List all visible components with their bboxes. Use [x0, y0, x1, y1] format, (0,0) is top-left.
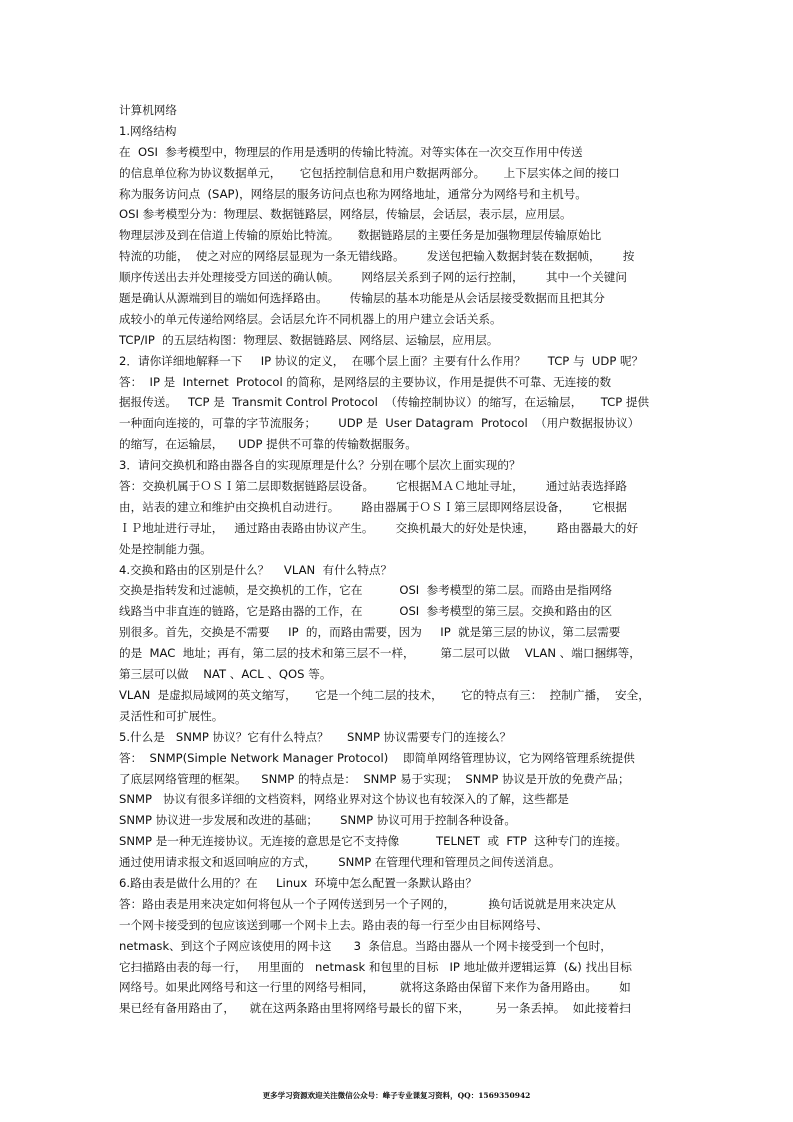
text-line: 据报传送。 TCP 是 Transmit Control Protocol （传输控制协议）的缩写，在运输层， TCP 提供 [119, 395, 650, 410]
text-line: 1.网络结构 [119, 123, 177, 138]
text-line: 成较小的单元传递给网络层。会话层允许不同机器上的用户建立会话关系。 [119, 311, 502, 326]
text-line: 网络号。如果此网络号和这一行里的网络号相同， 就将这条路由保留下来作为备用路由。 如 [119, 980, 631, 995]
text-line: SNMP 协议有很多详细的文档资料，网络业界对这个协议也有较深入的了解，这些都是 [119, 792, 569, 807]
text-line: 第三层可以做 NAT 、ACL 、QOS 等。 [119, 667, 332, 682]
text-line: 答：交换机属于ＯＳＩ第二层即数据链路层设备。 它根据ＭＡＣ地址寻址， 通过站表选择路 [119, 479, 627, 494]
text-line: 灵活性和可扩展性。 [119, 708, 224, 723]
text-line: 5.什么是 SNMP 协议？它有什么特点？ SNMP 协议需要专门的连接么？ [119, 729, 512, 744]
text-line: 的缩写，在运输层， UDP 提供不可靠的传输数据服务。 [119, 437, 417, 452]
text-line: netmask、到这个子网应该使用的网卡这 3 条信息。当路由器从一个网卡接受到一个包时， [119, 938, 612, 953]
document-body [119, 100, 679, 1019]
text-line: SNMP 是一种无连接协议。无连接的意思是它不支持像 TELNET 或 FTP 这种专门的连接。 [119, 834, 627, 849]
text-line: TCP/IP 的五层结构图：物理层、数据链路层、网络层、运输层，应用层。 [119, 332, 499, 347]
text-line: 由，站表的建立和维护由交换机自动进行。 路由器属于ＯＳＩ第三层即网络层设备， 它根据 [119, 499, 627, 514]
text-line: 题是确认从源端到目的端如何选择路由。 传输层的基本功能是从会话层接受数据而且把其分 [119, 291, 605, 306]
text-line: 称为服务访问点 (SAP)，网络层的服务访问点也称为网络地址，通常分为网络号和主机号。 [119, 186, 587, 201]
text-line: 3．请问交换机和路由器各自的实现原理是什么？分别在哪个层次上面实现的？ [119, 458, 521, 473]
text-line: OSI 参考模型分为：物理层、数据链路层，网络层，传输层，会话层，表示层，应用层。 [119, 207, 572, 222]
text-line: 物理层涉及到在信道上传输的原始比特流。 数据链路层的主要任务是加强物理层传输原始比 [119, 228, 602, 243]
text-line: 了底层网络管理的框架。 SNMP 的特点是： SNMP 易于实现； SNMP 协议是开放的免费产品； [119, 771, 630, 786]
page-footer: 更多学习资源欢迎关注微信公众号：峰子专业课复习资料，QQ：1569350942 [262, 1091, 531, 1100]
text-line: 通过使用请求报文和返回响应的方式， SNMP 在管理代理和管理员之间传送消息。 [119, 855, 561, 870]
text-line: VLAN 是虚拟局域网的英文缩写， 它是一个纯二层的技术， 它的特点有三： 控制广播， 安全， [119, 687, 650, 702]
text-line: 一种面向连接的，可靠的字节流服务； UDP 是 User Datagram Protocol （用户数据报协议） [119, 416, 640, 431]
text-line: 的信息单位称为协议数据单元， 它包括控制信息和用户数据两部分。 上下层实体之间的接口 [119, 165, 620, 180]
text-line: SNMP 协议进一步发展和改进的基础； SNMP 协议可用于控制各种设备。 [119, 813, 516, 828]
text-line: 答： SNMP(Simple Network Manager Protocol) 即简单网络管理协议，它为网络管理系统提供 [119, 750, 635, 765]
text-line: 果已经有备用路由了， 就在这两条路由里将网络号最长的留下来， 另一条丢掉。 如此接着扫 [119, 1001, 631, 1016]
text-line: 特流的功能， 使之对应的网络层显现为一条无错线路。 发送包把输入数据封装在数据帧， 按 [119, 249, 635, 264]
text-line: 顺序传送出去并处理接受方回送的确认帧。 网络层关系到子网的运行控制， 其中一个关键问 [119, 270, 627, 285]
text-line: 的是 MAC 地址；再有，第二层的技术和第三层不一样， 第二层可以做 VLAN 、端口捆绑等， [119, 646, 641, 661]
text-line: 答：路由表是用来决定如何将包从一个子网传送到另一个子网的， 换句话说就是用来决定从 [119, 896, 616, 911]
text-line: 4.交换和路由的区别是什么？ VLAN 有什么特点？ [119, 562, 393, 577]
text-line: 答： IP 是 Internet Protocol 的简称，是网络层的主要协议，作用是提供不可靠、无连接的数 [119, 374, 612, 389]
text-line: 2．请你详细地解释一下 IP 协议的定义， 在哪个层上面？主要有什么作用？ TCP 与 UDP 呢？ [119, 353, 644, 368]
text-line: 线路当中非直连的链路，它是路由器的工作，在 OSI 参考模型的第三层。交换和路由的区 [119, 604, 613, 619]
text-line: 交换是指转发和过滤帧，是交换机的工作，它在 OSI 参考模型的第二层。而路由是指网络 [119, 583, 613, 598]
text-line: 计算机网络 [119, 103, 177, 117]
text-line: 6.路由表是做什么用的？在 Linux 环境中怎么配置一条默认路由？ [119, 875, 477, 890]
text-line: 别很多。首先，交换是不需要 IP 的，而路由需要，因为 IP 就是第三层的协议，第二层需要 [119, 625, 621, 640]
text-line: 它扫描路由表的每一行， 用里面的 netmask 和包里的目标 IP 地址做并逻辑运算 (&) 找出目标 [119, 959, 632, 974]
text-line: 处是控制能力强。 [119, 541, 212, 556]
text-line: 一个网卡接受到的包应该送到哪一个网卡上去。路由表的每一行至少由目标网络号、 [119, 917, 548, 932]
text-line: ＩＰ地址进行寻址， 通过路由表路由协议产生。 交换机最大的好处是快速， 路由器最大的好 [119, 520, 639, 535]
text-line: 在 OSI 参考模型中，物理层的作用是透明的传输比特流。对等实体在一次交互作用中传送 [119, 144, 583, 159]
